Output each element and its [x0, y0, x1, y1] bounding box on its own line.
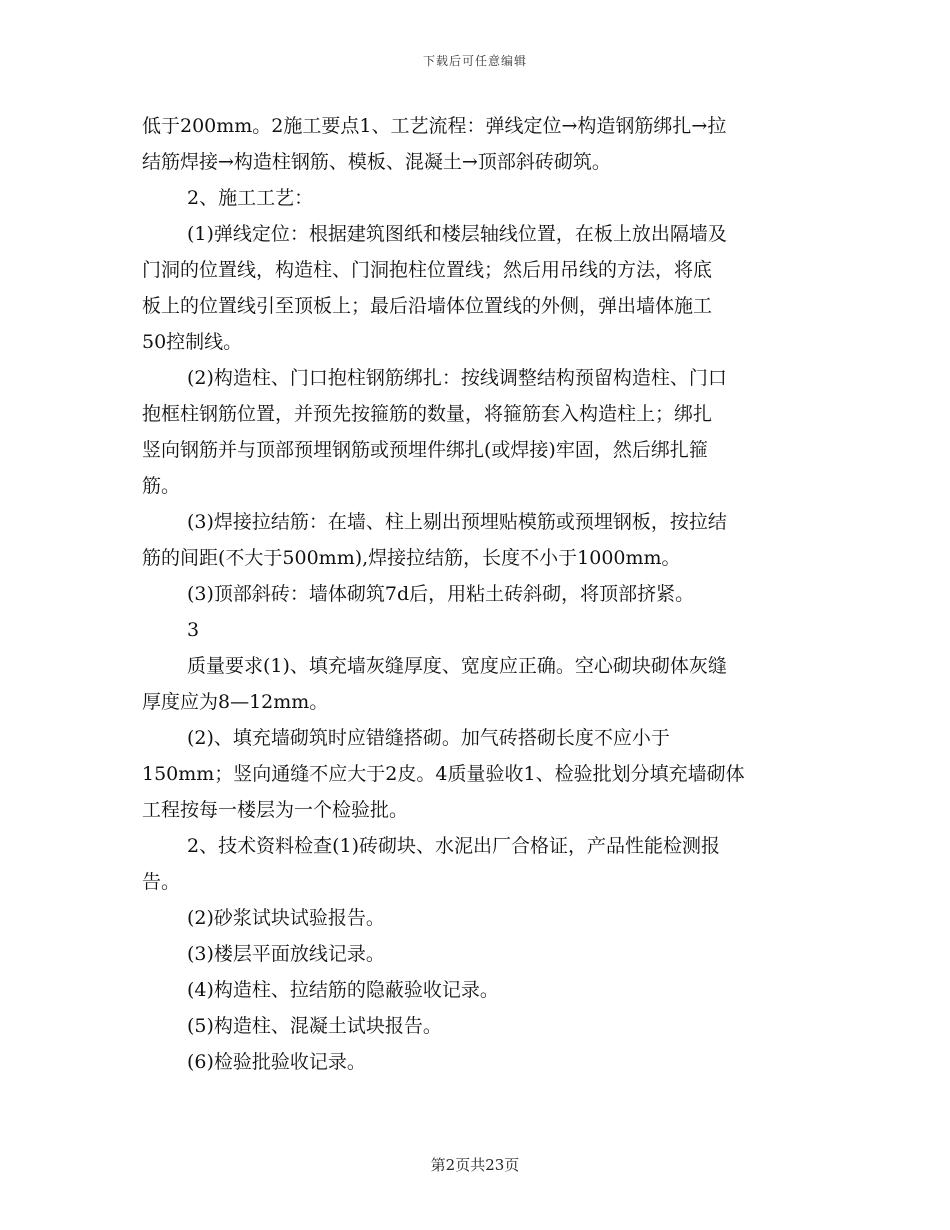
page-footer: 第2页共23页: [430, 1156, 520, 1174]
body-line: 板上的位置线引至顶板上；最后沿墙体位置线的外侧，弹出墙体施工: [142, 295, 713, 317]
body-line: 抱框柱钢筋位置，并预先按箍筋的数量，将箍筋套入构造柱上；绑扎: [142, 403, 713, 425]
body-line: 质量要求(1)、填充墙灰缝厚度、宽度应正确。空心砌块砌体灰缝: [187, 655, 727, 677]
body-line: (3)顶部斜砖：墙体砌筑7d后，用粘土砖斜砌，将顶部挤紧。: [187, 583, 695, 605]
body-line: 工程按每一楼层为一个检验批。: [142, 799, 409, 821]
body-line: (1)弹线定位：根据建筑图纸和楼层轴线位置，在板上放出隔墙及: [187, 223, 727, 245]
body-line: 筋。: [142, 475, 181, 497]
body-line: 厚度应为8—12mm。: [142, 691, 329, 713]
body-line: (2)、填充墙砌筑时应错缝搭砌。加气砖搭砌长度不应小于: [187, 727, 670, 749]
body-line: 低于200mm。2施工要点1、工艺流程：弹线定位→构造钢筋绑扎→拉: [142, 115, 727, 137]
list-item: (2)砂浆试块试验报告。: [187, 907, 385, 929]
section-number: 3: [187, 619, 200, 641]
body-line: (2)构造柱、门口抱柱钢筋绑扎：按线调整结构预留构造柱、门口: [187, 367, 727, 389]
body-line: 150mm；竖向通缝不应大于2皮。4质量验收1、检验批划分填充墙砌体: [142, 763, 745, 785]
document-body: [142, 108, 812, 1080]
body-line: 门洞的位置线，构造柱、门洞抱柱位置线；然后用吊线的方法，将底: [142, 259, 713, 281]
list-item: (4)构造柱、拉结筋的隐蔽验收记录。: [187, 979, 499, 1001]
body-line: (3)焊接拉结筋：在墙、柱上剔出预埋贴模筋或预埋钢板，按拉结: [187, 511, 727, 533]
body-line: 2、技术资料检查(1)砖砌块、水泥出厂合格证，产品性能检测报: [187, 835, 721, 857]
section-heading: 2、施工工艺：: [187, 187, 314, 209]
body-line: 告。: [142, 871, 181, 893]
list-item: (6)检验批验收记录。: [187, 1051, 366, 1073]
body-line: 竖向钢筋并与顶部预埋钢筋或预埋件绑扎(或焊接)牢固，然后绑扎箍: [142, 439, 708, 461]
body-line: 筋的间距(不大于500mm),焊接拉结筋，长度不小于1000mm。: [142, 547, 681, 569]
body-line: 50控制线。: [142, 331, 243, 353]
page-header: 下载后可任意编辑: [422, 54, 527, 68]
list-item: (5)构造柱、混凝土试块报告。: [187, 1015, 442, 1037]
list-item: (3)楼层平面放线记录。: [187, 943, 385, 965]
body-line: 结筋焊接→构造柱钢筋、模板、混凝土→顶部斜砖砌筑。: [142, 151, 611, 173]
